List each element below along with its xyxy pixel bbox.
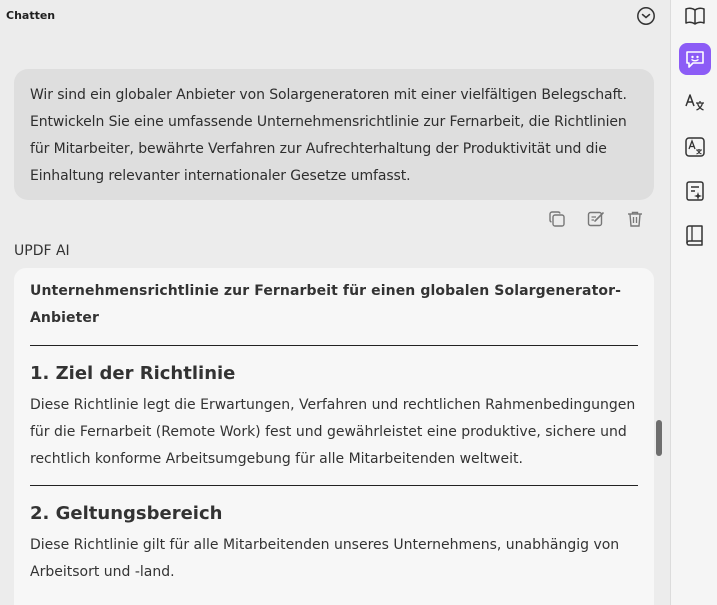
sidebar-translate-button[interactable] [679, 87, 711, 119]
translate-document-icon [683, 135, 707, 159]
trash-icon [625, 209, 645, 229]
ai-sender-label: UPDF AI [14, 243, 70, 259]
edit-button[interactable] [585, 208, 607, 230]
sidebar-summarize-button[interactable] [679, 175, 711, 207]
scrollbar-thumb[interactable] [656, 420, 662, 456]
ai-chat-icon [683, 47, 707, 71]
section-body: Diese Richtlinie legt die Erwartungen, Verfahren und rechtlichen Rahmenbedingungen für die Fernarbeit (Remote Work) fest und gewährleistet eine produktive, sichere und rechtlich konforme Arbeitsumgebung für alle Mitarbeitenden weltweit. [30, 397, 636, 467]
edit-icon [586, 209, 606, 229]
sidebar-ai-chat-button[interactable] [679, 43, 711, 75]
chat-header [0, 0, 670, 32]
section-title: 1. Ziel der Richtlinie [30, 363, 236, 384]
section-title: 2. Geltungsbereich [30, 503, 223, 524]
sidebar-translate-document-button[interactable] [679, 131, 711, 163]
ai-response-heading: Unternehmensrichtlinie zur Fernarbeit für einen globalen Solargenerator-Anbieter [30, 283, 622, 326]
divider [30, 345, 638, 346]
user-message-text: Wir sind ein globaler Anbieter von Solargeneratoren mit einer vielfältigen Belegschaft. Entwickeln Sie eine umfassende Unternehmensrichtlinie zur Fernarbeit, die Richtlinien für Mitarbeiter, bewährte Verfahren zur Aufrechterhaltung der Produktivität und die Einhaltung relevanter internationaler Gesetze umfasst. [30, 87, 627, 184]
message-actions [546, 208, 663, 232]
delete-button[interactable] [624, 208, 646, 230]
summarize-icon [683, 179, 707, 203]
copy-icon [547, 209, 567, 229]
copy-button[interactable] [546, 208, 568, 230]
chat-title: Chatten [6, 9, 56, 22]
book-icon [683, 223, 707, 247]
ai-response-card [14, 268, 654, 605]
history-button[interactable] [635, 5, 657, 27]
right-sidebar [670, 0, 717, 605]
sidebar-book-button[interactable] [679, 219, 711, 251]
section-body: Diese Richtlinie gilt für alle Mitarbeitenden unseres Unternehmens, unabhängig von Arbeitsort und -land. [30, 537, 620, 580]
user-message-bubble [14, 69, 654, 200]
divider [30, 485, 638, 486]
translate-icon [683, 91, 707, 115]
sidebar-reader-button[interactable] [679, 0, 711, 32]
clock-icon [636, 6, 656, 26]
book-open-icon [683, 4, 707, 28]
